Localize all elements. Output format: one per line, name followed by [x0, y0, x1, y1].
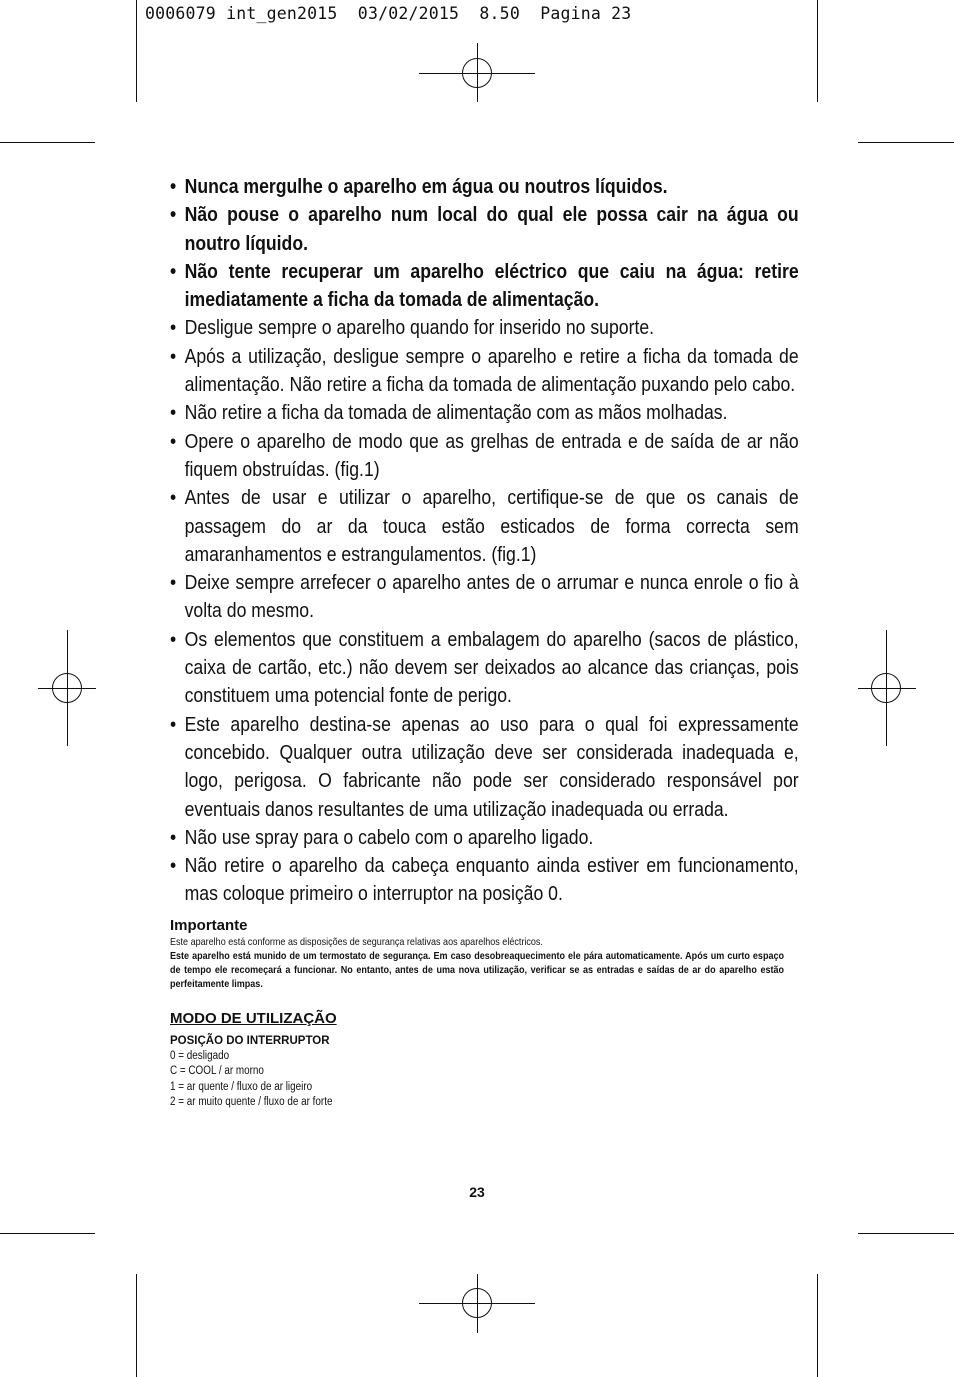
- bullet-icon: •: [170, 571, 177, 595]
- bullet-icon: •: [170, 259, 177, 283]
- safety-rule-text: Não retire o aparelho da cabeça enquanto ainda estiver em funcionamento, mas coloque primeiro o interruptor na posição 0.: [184, 854, 799, 906]
- safety-rules-list: [170, 173, 799, 909]
- safety-rule-item: [170, 314, 799, 342]
- crop-mark-left-upper: [0, 142, 95, 143]
- safety-rule-item: [170, 852, 799, 909]
- registration-mark-right-circle: [871, 673, 901, 703]
- safety-rule-item: [170, 399, 799, 427]
- switch-position-item: C = COOL / ar morno: [170, 1065, 264, 1078]
- page-content: [170, 173, 799, 1111]
- crop-mark-top-left: [136, 0, 137, 102]
- bullet-icon: •: [170, 486, 177, 510]
- crop-mark-bottom-right: [817, 1274, 818, 1377]
- registration-mark-top-circle: [462, 58, 492, 88]
- safety-rule-item: [170, 343, 799, 400]
- safety-rule-text: Nunca mergulhe o aparelho em água ou noutros líquidos.: [184, 175, 668, 198]
- bullet-icon: •: [170, 401, 177, 425]
- switch-position-item: 1 = ar quente / fluxo de ar ligeiro: [170, 1080, 313, 1093]
- safety-rule-text: Deixe sempre arrefecer o aparelho antes de o arrumar e nunca enrole o fio à volta do mesmo.: [184, 571, 799, 623]
- safety-rule-text: Após a utilização, desligue sempre o aparelho e retire a ficha da tomada de alimentação. Não retire a ficha da tomada de alimentação puxando pelo cabo.: [184, 344, 799, 397]
- switch-position-list: [170, 1049, 784, 1111]
- safety-rule-text: Antes de usar e utilizar o aparelho, certifique-se de que os canais de passagem do ar da touca estão esticados de forma correcta sem amaranhamentos e estrangulamentos. (fig.1): [184, 486, 799, 566]
- safety-rule-text: Opere o aparelho de modo que as grelhas de entrada e de saída de ar não fiquem obstruídas. (fig.1): [184, 429, 799, 481]
- bullet-icon: •: [170, 825, 177, 849]
- bullet-icon: •: [170, 627, 177, 651]
- safety-rule-text: Os elementos que constituem a embalagem do aparelho (sacos de plástico, caixa de cartão, etc.) não devem ser deixados ao alcance das crianças, pois constituem uma potencial fonte de perigo.: [184, 627, 799, 708]
- safety-rule-text: Não retire a ficha da tomada de alimentação com as mãos molhadas.: [184, 401, 728, 425]
- safety-rule-item: [170, 258, 799, 315]
- crop-mark-right-upper: [858, 142, 954, 143]
- crop-mark-bottom-left: [136, 1274, 137, 1377]
- safety-rule-text: Não tente recuperar um aparelho eléctrico que caiu na água: retire imediatamente a ficha da tomada de alimentação.: [184, 259, 799, 312]
- crop-mark-left-lower: [0, 1233, 95, 1234]
- important-text-2: Este aparelho está munido de um termostato de segurança. Em caso desobreaquecimento ele pára automaticamente. Após um curto espaço de tempo ele recomeçará a funcionar. No entanto, antes de uma nova utilização, verificar se as entradas e saídas de ar do aparelho estão perfeitamente limpas.: [170, 949, 785, 990]
- safety-rule-item: [170, 428, 799, 485]
- switch-position-item: 0 = desligado: [170, 1049, 230, 1062]
- safety-rule-text: Desligue sempre o aparelho quando for inserido no suporte.: [184, 316, 655, 340]
- bullet-icon: •: [170, 316, 177, 340]
- usage-section-title: MODO DE UTILIZAÇÃO: [170, 1009, 337, 1027]
- safety-rule-item: [170, 173, 799, 201]
- crop-mark-top-right: [817, 0, 818, 102]
- safety-rule-text: Não use spray para o cabelo com o aparelho ligado.: [184, 825, 594, 849]
- safety-rule-text: Não pouse o aparelho num local do qual ele possa cair na água ou noutro líquido.: [184, 203, 799, 255]
- bullet-icon: •: [170, 344, 177, 368]
- switch-position-title: POSIÇÃO DO INTERRUPTOR: [170, 1034, 330, 1047]
- safety-rule-item: [170, 711, 799, 824]
- safety-rule-text: Este aparelho destina-se apenas ao uso para o qual foi expressamente concebido. Qualquer outra utilização deve ser considerada inadequada e, logo, perigosa. O fabricante não pode ser considerado responsável por eventuais danos resultantes de uma utilização inadequada ou errada.: [184, 712, 799, 821]
- bullet-icon: •: [170, 854, 177, 878]
- safety-rule-item: [170, 569, 799, 626]
- safety-rule-item: [170, 201, 799, 258]
- crop-mark-right-lower: [858, 1233, 954, 1234]
- print-header: 0006079 int_gen2015 03/02/2015 8.50 Pagina 23: [145, 4, 632, 23]
- bullet-icon: •: [170, 203, 177, 227]
- safety-rule-item: [170, 626, 799, 711]
- bullet-icon: •: [170, 175, 177, 198]
- registration-mark-bottom-circle: [462, 1288, 492, 1318]
- safety-rule-item: [170, 484, 799, 569]
- page-number: 23: [469, 1184, 485, 1200]
- bullet-icon: •: [170, 429, 177, 453]
- registration-mark-left-circle: [52, 673, 82, 703]
- important-title: Importante: [170, 916, 248, 934]
- switch-position-item: 2 = ar muito quente / fluxo de ar forte: [170, 1096, 333, 1109]
- safety-rule-item: [170, 824, 799, 852]
- important-text-1: Este aparelho está conforme as disposições de segurança relativas aos aparelhos eléctricos.: [170, 935, 543, 948]
- bullet-icon: •: [170, 712, 177, 736]
